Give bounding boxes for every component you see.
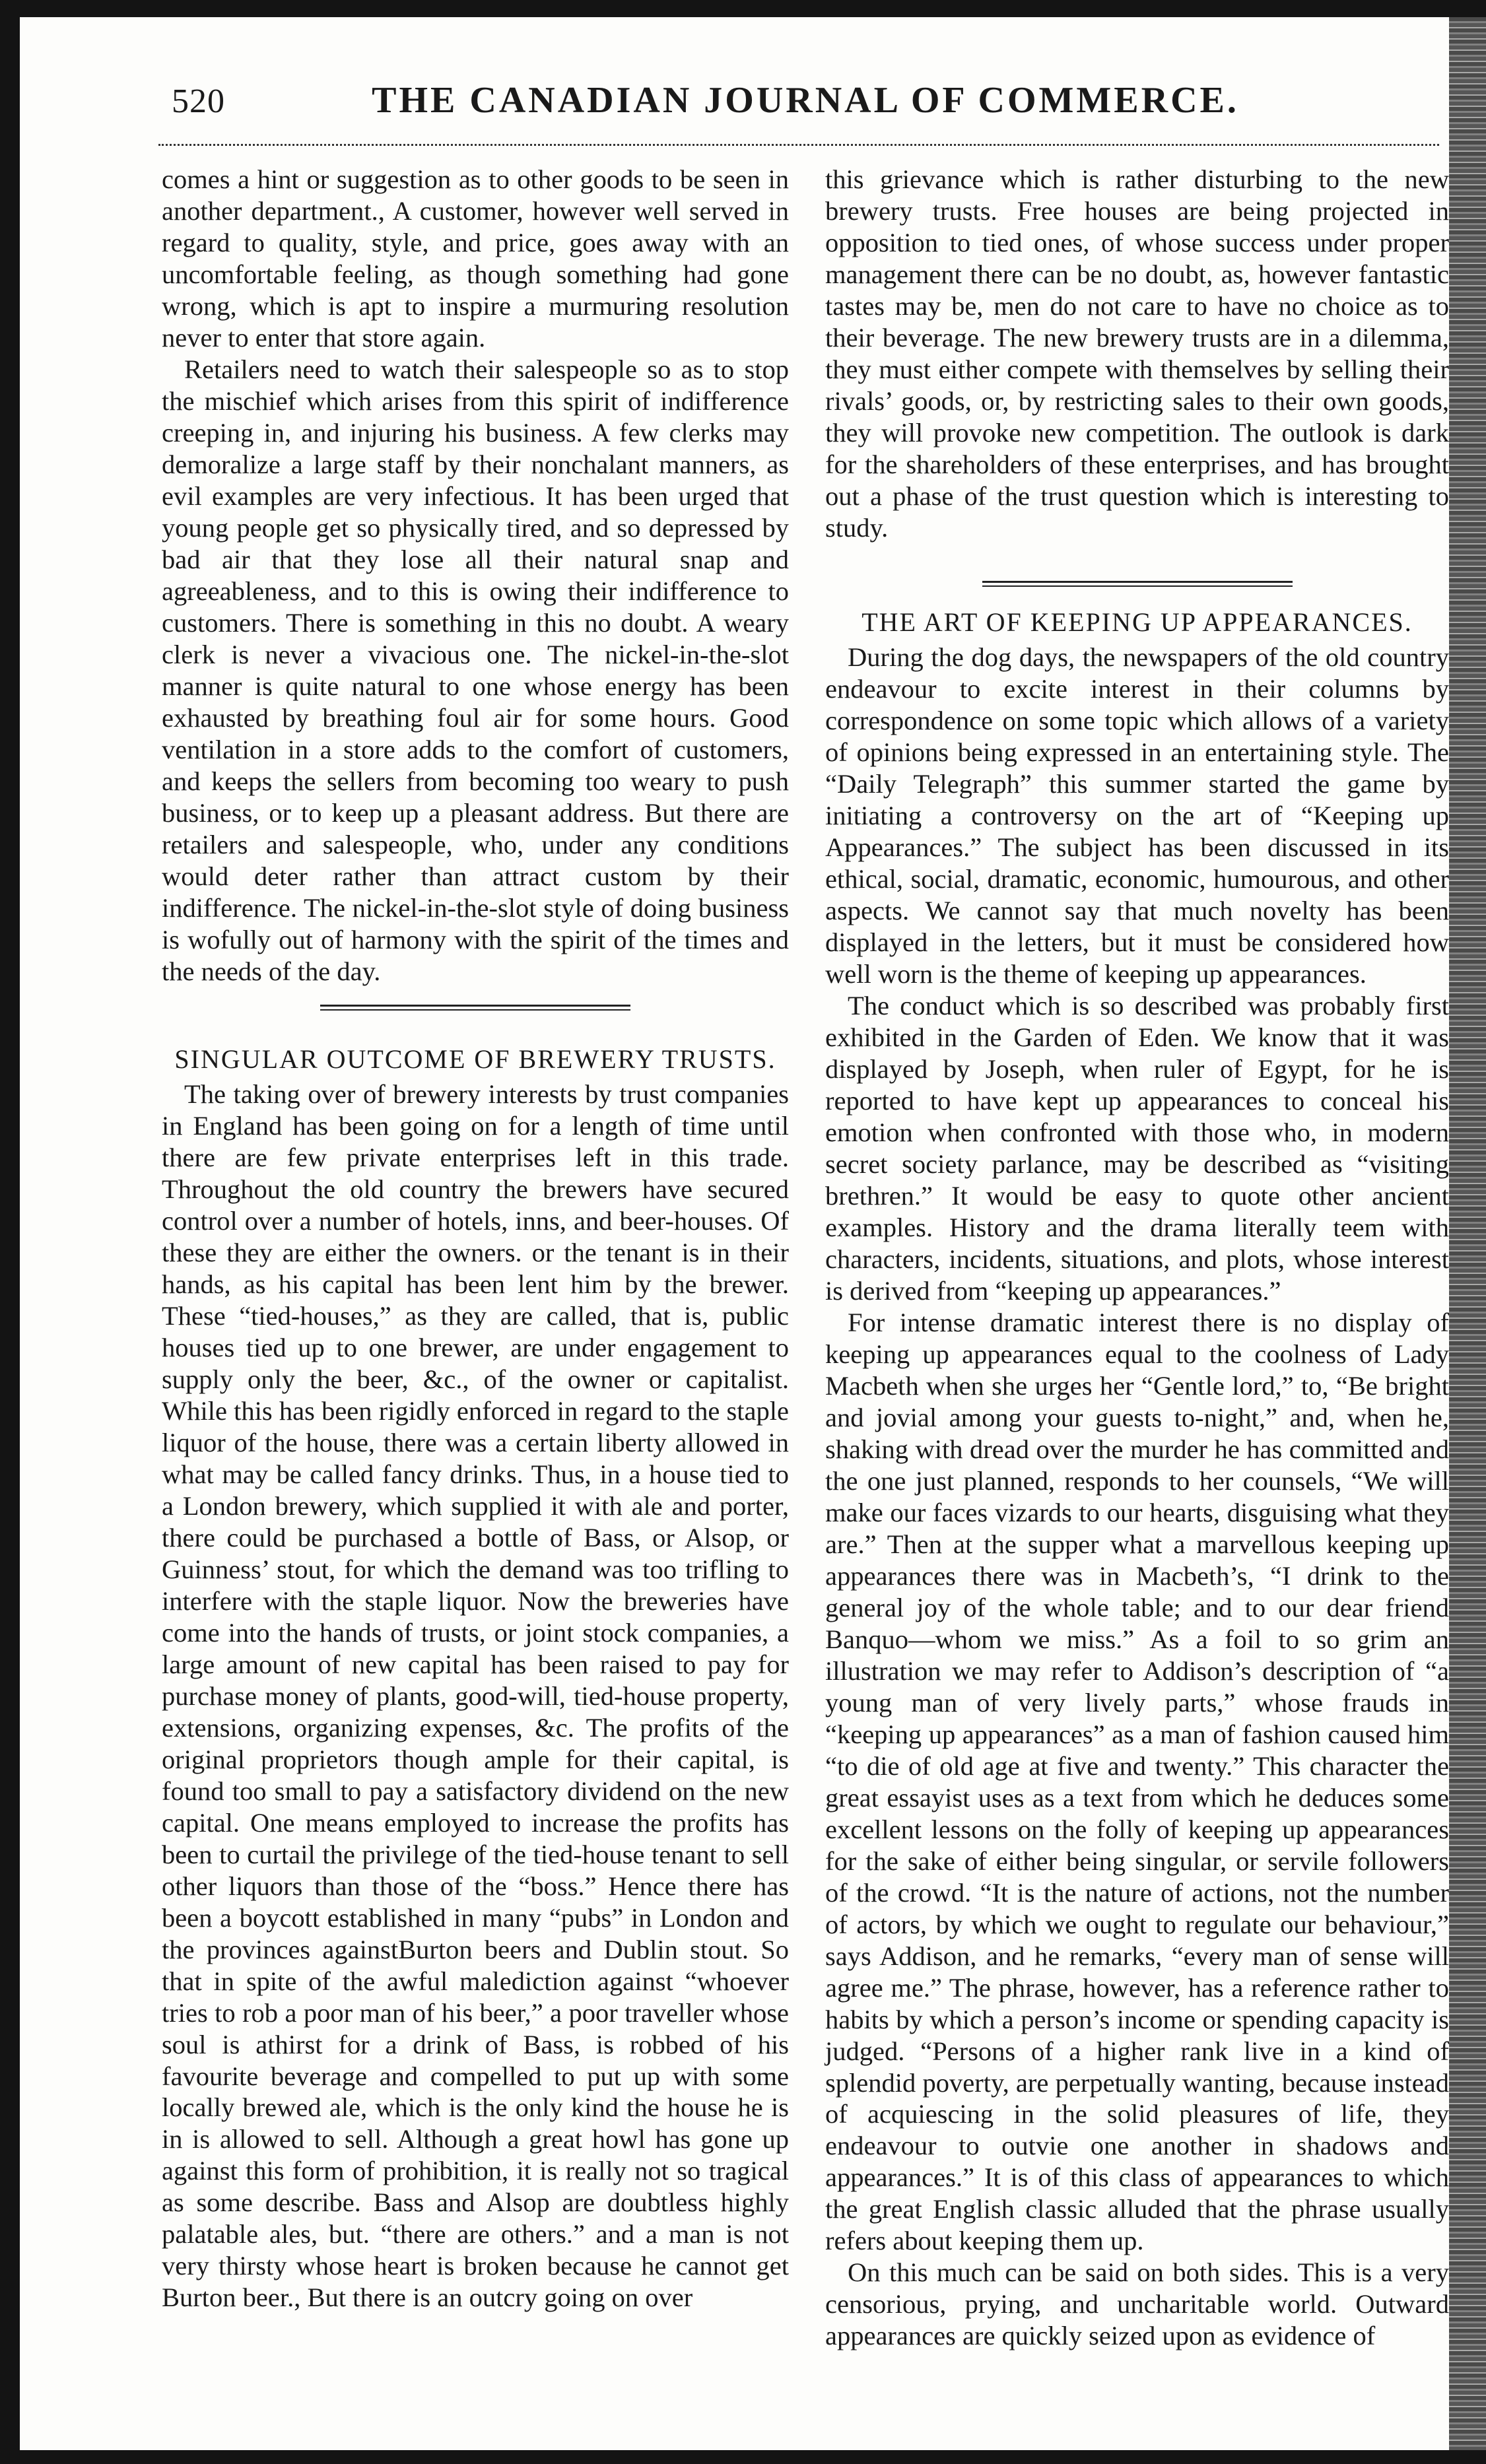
right-scan-edge — [1449, 17, 1486, 2450]
bottom-border — [0, 2450, 1486, 2464]
page-header — [172, 79, 1439, 132]
section-heading: THE ART OF KEEPING UP APPEARANCES. — [861, 607, 1413, 637]
left-border — [0, 0, 20, 2464]
paragraph: The taking over of brewery interests by trust companies in England has been going on for a length of time until there are few private enterprises left in this trade. Throughout the old country the brewers have secured control over a number of hotels, inns, and beer-houses. Of these they are either the owners. or the tenant is in their hands, as his capital has been lent him by the brewer. These “tied-houses,” as they are called, that is, public houses tied up to one brewer, are under engagement to supply only the beer, &c., of the owner or capitalist. While this has been rigidly enforced in regard to the staple liquor of the house, there was a certain liberty allowed in what may be called fancy drinks. Thus, in a house tied to a London brewery, which supplied it with ale and porter, there could be purchased a bottle of Bass, or Alsop, or Guinness’ stout, for which the demand was too trifling to interfere with the staple liquor. Now the breweries have come into the hands of trusts, or joint stock companies, a large amount of new capital has been raised to pay for purchase money of plants, good-will, tied-house property, extensions, organizing expenses, &c. The profits of the original proprietors though ample for their capital, is found too small to pay a satisfactory dividend on the new capital. One means employed to increase the profits has been to curtail the privilege of the tied-house tenant to sell other liquors than those of the “boss.” Hence there has been a boycott established in many “pubs” in London and the provinces againstBurton beers and Dublin stout. So that in spite of the awful malediction against “whoever tries to rob a poor man of his beer,” a poor traveller whose soul is athirst for a drink of Bass, is robbed of his favourite beverage and compelled to put up with some locally brewed ale, which is the only kind the house he is in is allowed to sell. Although a great howl has gone up against this form of prohibition, it is really not so tragical as some describe. Bass and Alsop are doubtless highly palatable ales, but. “there are others.” and a man is not very thirsty whose heart is broken because he cannot get Burton beer., But there is an outcry going on over — [162, 1079, 789, 2313]
paragraph: During the dog days, the newspapers of the old country endeavour to excite interest in their columns by correspondence on some topic which allows of a variety of opinions being expressed in an entertaining style. The “Daily Telegraph” this summer started the game by initiating a controversy on the art of “Keeping up Appearances.” The subject has been discussed in its ethical, social, dramatic, economic, humourous, and other aspects. We cannot say that much novelty has been displayed in the letters, but it must be considered how well worn is the theme of keeping up appearances. — [825, 642, 1449, 989]
paragraph: For intense dramatic interest there is no display of keeping up appearances equal to the coolness of Lady Macbeth when she urges her “Gentle lord,” to, “Be bright and jovial among your guests to-night,” and, when he, shaking with dread over the murder he has committed and the one just planned, responds to her counsels, “We will make our faces vizards to our hearts, disguising what they are.” Then at the supper what a marvellous keeping up appearances there was in Macbeth’s, “I drink to the general joy of the whole table; and to our dear friend Banquo—whom we miss.” As a foil to so grim an illustration we may refer to Addison’s description of “a young man of very lively parts,” whose frauds in “keeping up appearances” as a man of fashion caused him “to die of old age at five and twenty.” This character the great essayist uses as a text from which he deduces some excellent lessons on the folly of keeping up appearances for the sake of either being singular, or servile followers of the crowd. “It is the nature of actions, not the number of actors, by which we ought to regulate our behaviour,” says Addison, and he remarks, “every man of sense will agree me.” The phrase, however, has a reference rather to habits by which a person’s income or spending capacity is judged. “Persons of a higher rank live in a kind of splendid poverty, are perpetually wanting, because instead of acquiescing in the solid pleasures of life, they endeavour to outvie one another in shadows and appearances.” It is of this class of appearances to which the great English classic alluded that the phrase usually refers about keeping them up. — [825, 1307, 1449, 2256]
top-border — [0, 0, 1486, 17]
header-rule — [158, 144, 1439, 148]
paragraph: this grievance which is rather disturbing to the new brewery trusts. Free houses are being projected in opposition to tied ones, of whose success under proper management there can be no doubt, as, however fantastic tastes may be, men do not care to have no choice as to their beverage. The new brewery trusts are in a dilemma, they must either compete with themselves by selling their rivals’ goods, or, by restricting sales to their own goods, they will provoke new competition. The outlook is dark for the shareholders of these enterprises, and has brought out a phase of the trust question which is interesting to study. — [825, 164, 1449, 543]
left-column — [162, 164, 789, 2314]
journal-title: THE CANADIAN JOURNAL OF COMMERCE. — [372, 80, 1239, 121]
paragraph: comes a hint or suggestion as to other goods to be seen in another department., A customer, however well served in regard to quality, style, and price, goes away with an uncomfortable feeling, as though something had gone wrong, which is apt to inspire a murmuring resolution never to enter that store again. — [162, 164, 789, 352]
section-heading: SINGULAR OUTCOME OF BREWERY TRUSTS. — [174, 1044, 776, 1074]
right-column — [825, 164, 1449, 2352]
spacer — [825, 544, 1449, 581]
section-divider — [982, 581, 1293, 587]
paragraph: On this much can be said on both sides. This is a very censorious, prying, and uncharitable world. Outward appearances are quickly seized upon as evidence of — [825, 2257, 1449, 2351]
section-divider — [320, 1005, 630, 1011]
page-number: 520 — [172, 83, 225, 120]
paragraph: Retailers need to watch their salespeople so as to stop the mischief which arises from this spirit of indifference creeping in, and injuring his business. A few clerks may demoralize a large staff by their nonchalant manners, as evil examples are very infectious. It has been urged that young people get so physically tired, and so depressed by bad air that they lose all their natural snap and agreeableness, and to this is owing their indifference to customers. There is something in this no doubt. A weary clerk is never a vivacious one. The nickel-in-the-slot manner is quite natural to one whose energy has been exhausted by breathing foul air for some hours. Good ventilation in a store adds to the comfort of customers, and keeps the sellers from becoming too weary to push business, or to keep up a pleasant address. But there are retailers and salespeople, who, under any conditions would deter rather than attract custom by their indifference. The nickel-in-the-slot style of doing business is wofully out of harmony with the spirit of the times and the needs of the day. — [162, 354, 789, 986]
paragraph: The conduct which is so described was probably first exhibited in the Garden of Eden. We know that it was displayed by Joseph, when ruler of Egypt, for he is reported to have kept up appearances to conceal his emotion when confronted with those who, in modern secret society parlance, may be described as “visiting brethren.” It would be easy to quote other ancient examples. History and the drama literally teem with characters, incidents, situations, and plots, whose interest is derived from “keeping up appearances.” — [825, 991, 1449, 1306]
